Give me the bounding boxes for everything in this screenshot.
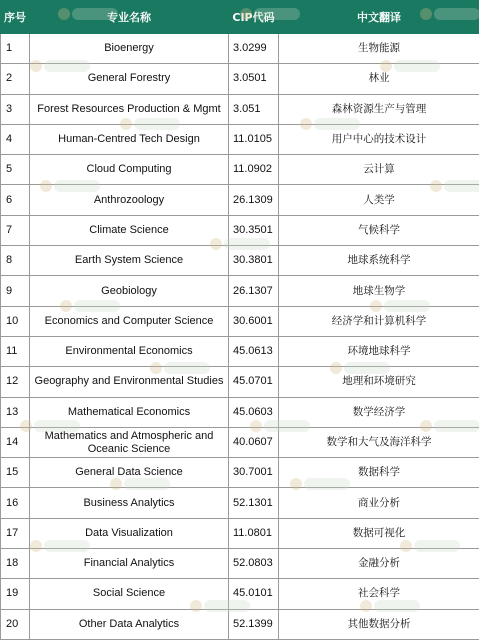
cip-code-cell: 45.0701	[229, 367, 279, 397]
cip-code-cell: 11.0902	[229, 155, 279, 185]
chinese-translation-cell: 地球生物学	[279, 276, 479, 306]
cip-code-cell: 52.1399	[229, 609, 279, 639]
cip-code-cell: 52.1301	[229, 488, 279, 518]
table-row	[1, 215, 479, 245]
row-index-cell: 7	[1, 215, 30, 245]
table-row	[1, 579, 479, 609]
header-index: 序号	[1, 1, 30, 34]
major-name-cell: Data Visualization	[30, 518, 229, 548]
header-cip-code: CIP代码	[229, 1, 279, 34]
table-row	[1, 246, 479, 276]
table-row	[1, 488, 479, 518]
table-row	[1, 336, 479, 366]
major-name-cell: Anthrozoology	[30, 185, 229, 215]
table-row	[1, 276, 479, 306]
cip-code-cell: 11.0801	[229, 518, 279, 548]
chinese-translation-cell: 森林资源生产与管理	[279, 94, 479, 124]
major-name-cell: Human-Centred Tech Design	[30, 124, 229, 154]
chinese-translation-cell: 数据科学	[279, 458, 479, 488]
major-name-cell: Climate Science	[30, 215, 229, 245]
chinese-translation-cell: 金融分析	[279, 549, 479, 579]
row-index-cell: 4	[1, 124, 30, 154]
table-row	[1, 34, 479, 64]
row-index-cell: 13	[1, 397, 30, 427]
major-name-cell: Cloud Computing	[30, 155, 229, 185]
cip-code-cell: 3.0501	[229, 64, 279, 94]
cip-code-cell: 11.0105	[229, 124, 279, 154]
row-index-cell: 6	[1, 185, 30, 215]
chinese-translation-cell: 人类学	[279, 185, 479, 215]
major-name-cell: Financial Analytics	[30, 549, 229, 579]
row-index-cell: 5	[1, 155, 30, 185]
cip-code-cell: 45.0603	[229, 397, 279, 427]
chinese-translation-cell: 林业	[279, 64, 479, 94]
chinese-translation-cell: 数学经济学	[279, 397, 479, 427]
chinese-translation-cell: 经济学和计算机科学	[279, 306, 479, 336]
major-name-cell: General Data Science	[30, 458, 229, 488]
table-row	[1, 155, 479, 185]
row-index-cell: 12	[1, 367, 30, 397]
chinese-translation-cell: 用户中心的技术设计	[279, 124, 479, 154]
chinese-translation-cell: 其他数据分析	[279, 609, 479, 639]
cip-code-cell: 40.0607	[229, 427, 279, 457]
cip-code-cell: 45.0101	[229, 579, 279, 609]
major-name-cell: Forest Resources Production & Mgmt	[30, 94, 229, 124]
header-major-name: 专业名称	[30, 1, 229, 34]
chinese-translation-cell: 气候科学	[279, 215, 479, 245]
chinese-translation-cell: 数据可视化	[279, 518, 479, 548]
major-name-cell: General Forestry	[30, 64, 229, 94]
row-index-cell: 18	[1, 549, 30, 579]
chinese-translation-cell: 数学和大气及海洋科学	[279, 427, 479, 457]
row-index-cell: 14	[1, 427, 30, 457]
table-row	[1, 185, 479, 215]
table-row	[1, 518, 479, 548]
row-index-cell: 9	[1, 276, 30, 306]
major-name-cell: Business Analytics	[30, 488, 229, 518]
row-index-cell: 11	[1, 336, 30, 366]
row-index-cell: 17	[1, 518, 30, 548]
table-body	[1, 34, 479, 640]
table-row	[1, 549, 479, 579]
major-name-cell: Economics and Computer Science	[30, 306, 229, 336]
cip-code-cell: 26.1307	[229, 276, 279, 306]
table-row	[1, 458, 479, 488]
chinese-translation-cell: 环境地球科学	[279, 336, 479, 366]
table-row	[1, 397, 479, 427]
row-index-cell: 8	[1, 246, 30, 276]
table-header-row	[1, 1, 479, 34]
cip-code-cell: 30.3801	[229, 246, 279, 276]
major-name-cell: Social Science	[30, 579, 229, 609]
chinese-translation-cell: 地球系统科学	[279, 246, 479, 276]
major-name-cell: Bioenergy	[30, 34, 229, 64]
chinese-translation-cell: 云计算	[279, 155, 479, 185]
cip-code-cell: 30.7001	[229, 458, 279, 488]
table-row	[1, 427, 479, 457]
table-row	[1, 94, 479, 124]
table-row	[1, 367, 479, 397]
chinese-translation-cell: 商业分析	[279, 488, 479, 518]
row-index-cell: 15	[1, 458, 30, 488]
cip-code-cell: 30.6001	[229, 306, 279, 336]
row-index-cell: 19	[1, 579, 30, 609]
table-row	[1, 64, 479, 94]
header-chinese-translation: 中文翻译	[279, 1, 479, 34]
major-name-cell: Geography and Environmental Studies	[30, 367, 229, 397]
table-row	[1, 124, 479, 154]
cip-code-cell: 26.1309	[229, 185, 279, 215]
major-name-cell: Mathematics and Atmospheric and Oceanic Science	[30, 427, 229, 457]
chinese-translation-cell: 社会科学	[279, 579, 479, 609]
major-name-cell: Environmental Economics	[30, 336, 229, 366]
row-index-cell: 2	[1, 64, 30, 94]
chinese-translation-cell: 地理和环境研究	[279, 367, 479, 397]
major-name-cell: Earth System Science	[30, 246, 229, 276]
table-row	[1, 609, 479, 639]
cip-code-cell: 45.0613	[229, 336, 279, 366]
table-row	[1, 306, 479, 336]
cip-code-cell: 30.3501	[229, 215, 279, 245]
row-index-cell: 20	[1, 609, 30, 639]
row-index-cell: 3	[1, 94, 30, 124]
cip-code-cell: 3.051	[229, 94, 279, 124]
major-name-cell: Geobiology	[30, 276, 229, 306]
row-index-cell: 16	[1, 488, 30, 518]
cip-code-cell: 3.0299	[229, 34, 279, 64]
chinese-translation-cell: 生物能源	[279, 34, 479, 64]
cip-code-cell: 52.0803	[229, 549, 279, 579]
major-name-cell: Mathematical Economics	[30, 397, 229, 427]
major-name-cell: Other Data Analytics	[30, 609, 229, 639]
row-index-cell: 1	[1, 34, 30, 64]
row-index-cell: 10	[1, 306, 30, 336]
